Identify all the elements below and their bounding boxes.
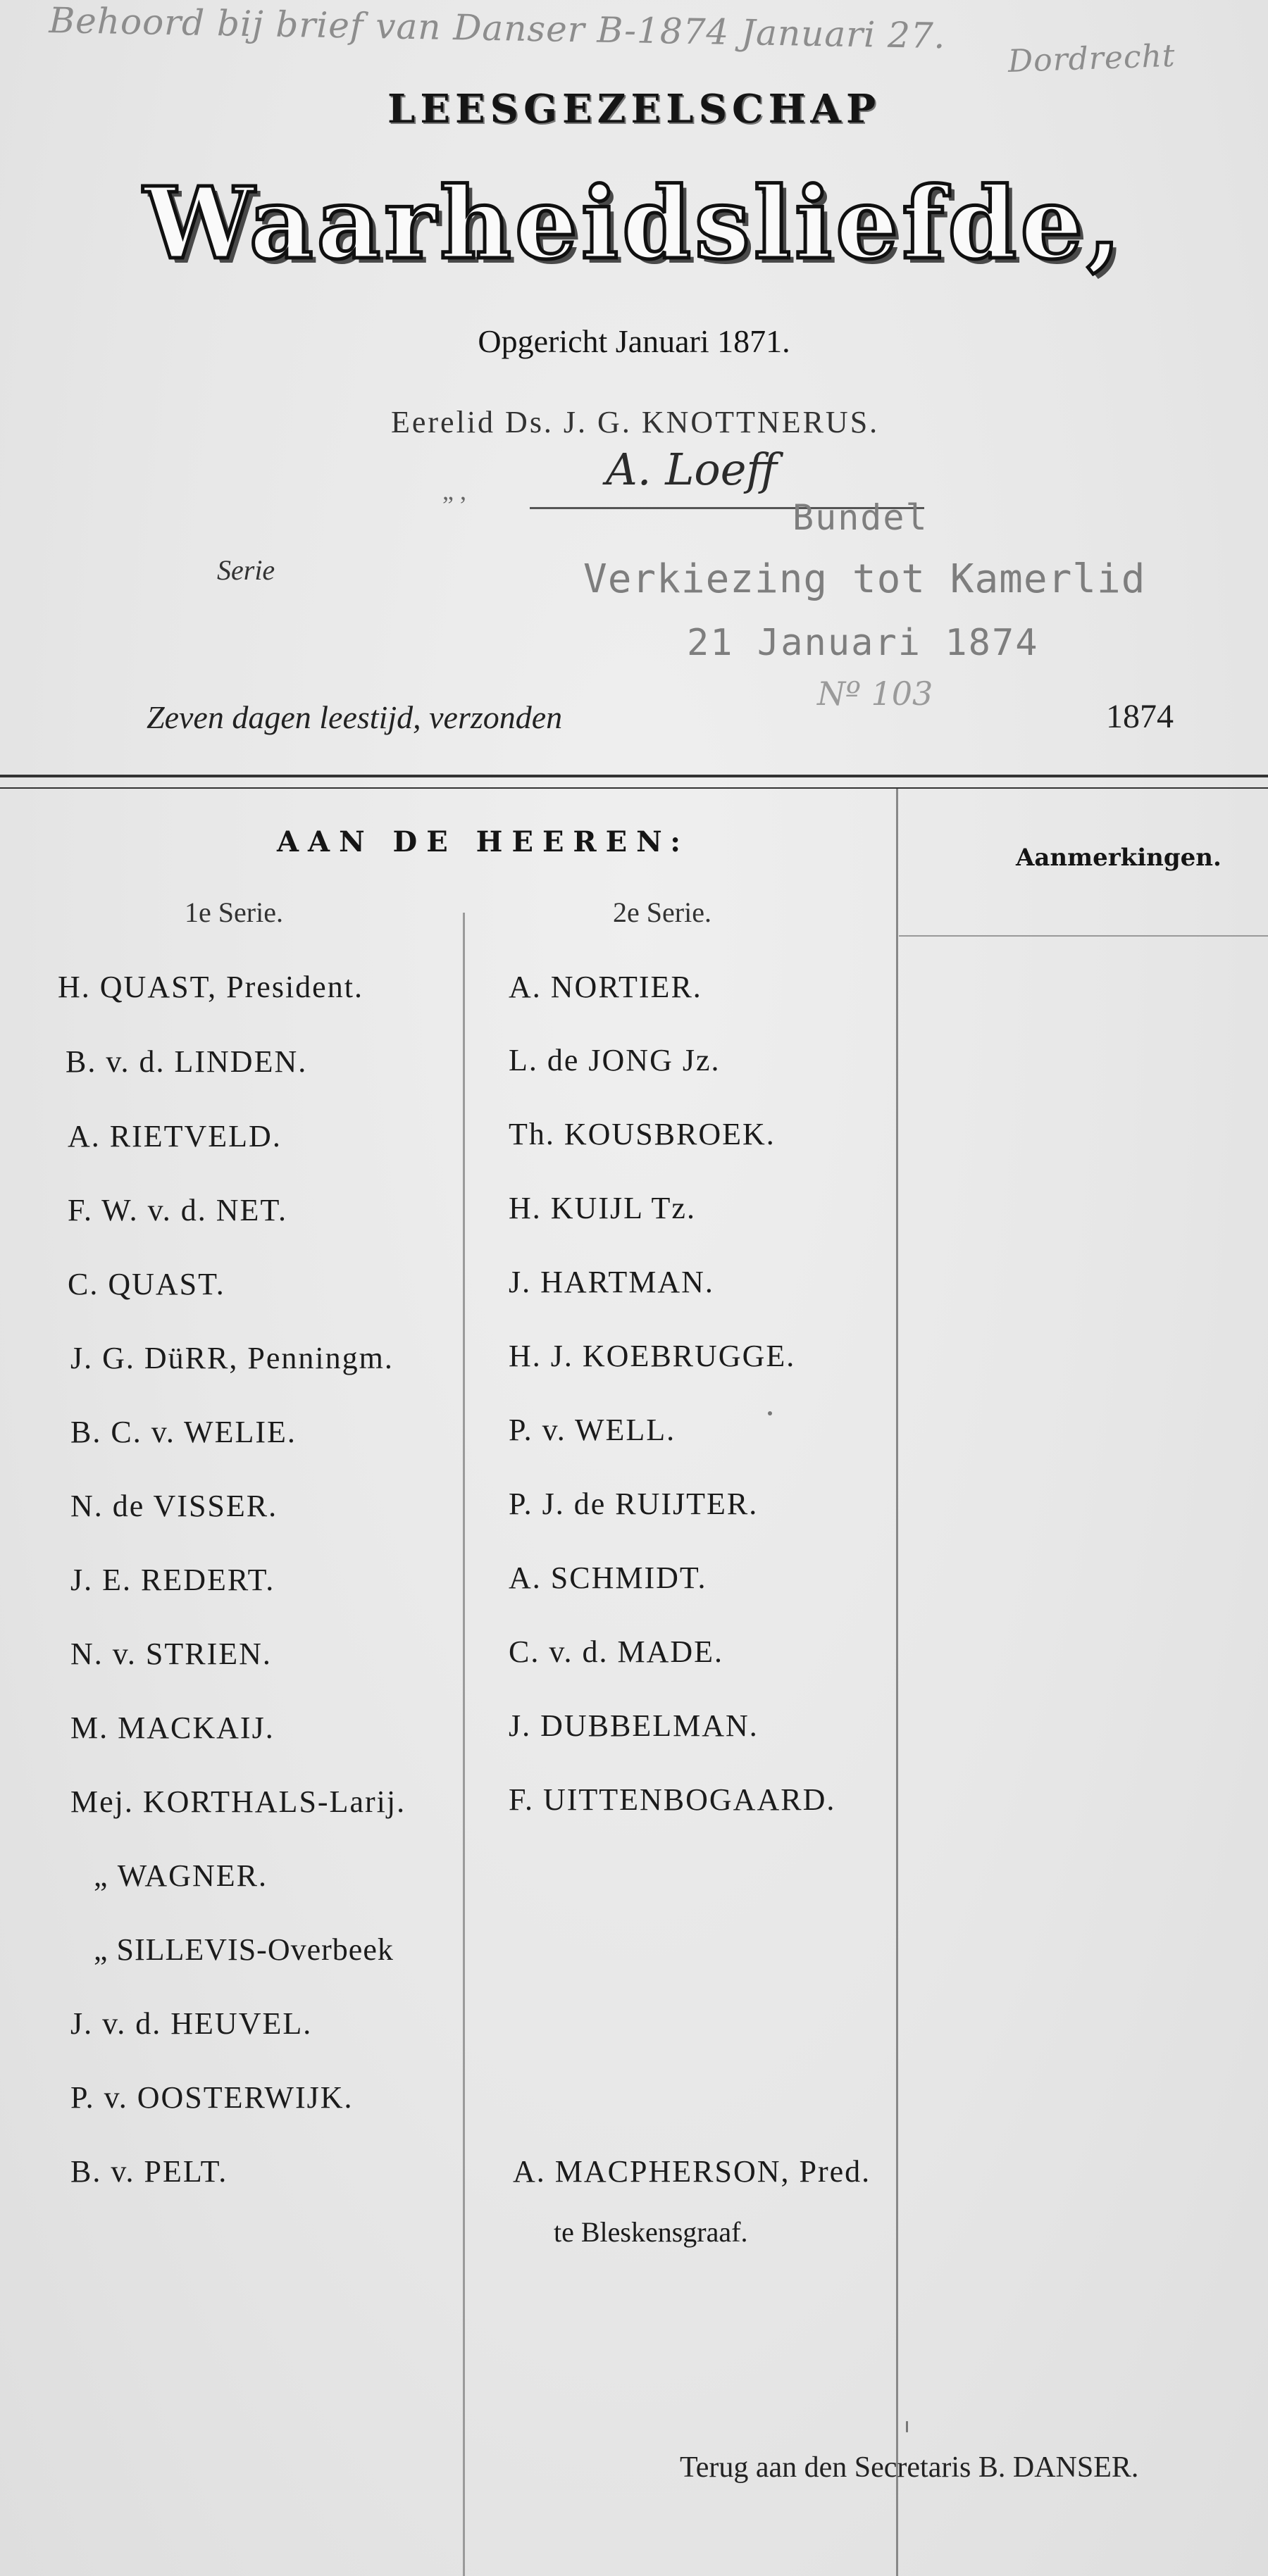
series-column-divider bbox=[463, 913, 465, 2576]
year-label: 1874 bbox=[1106, 698, 1174, 735]
stamp-election-date: 21 Januari 1874 bbox=[687, 622, 1039, 664]
series-2-member: L. de JONG Jz. bbox=[509, 1043, 721, 1077]
series-2-member: J. HARTMAN. bbox=[509, 1265, 714, 1299]
remarks-column-divider bbox=[896, 789, 898, 2576]
series-1-member: B. v. PELT. bbox=[70, 2154, 228, 2189]
reading-time-line: Zeven dagen leestijd, verzonden bbox=[147, 699, 563, 735]
series-2-member: H. KUIJL Tz. bbox=[509, 1191, 696, 1225]
series-2-extra-member: A. MACPHERSON, Pred. bbox=[513, 2154, 871, 2189]
series-2-member: A. NORTIER. bbox=[509, 970, 702, 1004]
series-1-member: C. QUAST. bbox=[68, 1267, 225, 1301]
handwritten-archive-note: Behoord bij brief van Danser B-1874 Januari 27. bbox=[48, 0, 947, 57]
series-1-member: „ SILLEVIS-Overbeek bbox=[94, 1932, 394, 1967]
series-1-member: J. E. REDERT. bbox=[70, 1563, 275, 1597]
series-1-member: N. de VISSER. bbox=[70, 1489, 278, 1523]
ink-speck bbox=[768, 1411, 772, 1415]
series-1-member: A. RIETVELD. bbox=[68, 1119, 282, 1153]
series-1-member: J. G. DüRR, Penningm. bbox=[70, 1341, 394, 1375]
remarks-heading: Aanmerkingen. bbox=[1016, 844, 1222, 872]
series-2-member: P. J. de RUIJTER. bbox=[509, 1487, 759, 1521]
return-to-secretary: Terug aan den Secretaris B. DANSER. bbox=[680, 2451, 1139, 2484]
honorary-member-line: Eerelid Ds. J. G. KNOTTNERUS. bbox=[391, 405, 880, 439]
stamp-bundel: Bundel bbox=[792, 497, 928, 538]
series-1-member: H. QUAST, President. bbox=[58, 970, 363, 1004]
series-2-extra-member-place: te Bleskensgraaf. bbox=[554, 2216, 748, 2248]
series-1-member: B. v. d. LINDEN. bbox=[66, 1044, 308, 1079]
series-2-heading: 2e Serie. bbox=[613, 896, 711, 928]
header-rule-top bbox=[0, 775, 1268, 777]
handwritten-number: Nº 103 bbox=[817, 675, 933, 713]
stamp-election-title: Verkiezing tot Kamerlid bbox=[583, 556, 1146, 602]
honorary-ditto-mark: „ , bbox=[442, 477, 466, 505]
addressees-heading: AAN DE HEEREN: bbox=[277, 825, 690, 858]
series-2-member: H. J. KOEBRUGGE. bbox=[509, 1339, 796, 1373]
society-name: LEESGEZELSCHAP bbox=[387, 86, 881, 132]
series-1-member: M. MACKAIJ. bbox=[70, 1711, 275, 1745]
founded-line: Opgericht Januari 1871. bbox=[478, 323, 790, 359]
series-1-member: P. v. OOSTERWIJK. bbox=[70, 2080, 354, 2115]
remarks-header-rule bbox=[899, 935, 1268, 937]
series-1-heading: 1e Serie. bbox=[185, 896, 283, 928]
ink-speck bbox=[906, 2421, 908, 2432]
serie-label: Serie bbox=[217, 554, 275, 586]
header-rule-bottom bbox=[0, 787, 1268, 789]
series-1-member: Mej. KORTHALS-Larij. bbox=[70, 1784, 406, 1819]
series-1-member: B. C. v. WELIE. bbox=[70, 1415, 297, 1449]
series-1-member: „ WAGNER. bbox=[94, 1858, 268, 1893]
handwritten-archive-note-place: Dordrecht bbox=[1007, 37, 1176, 80]
honorary-member-signature: A. Loeff bbox=[606, 444, 778, 495]
series-2-member: P. v. WELL. bbox=[509, 1413, 676, 1447]
series-1-member: F. W. v. d. NET. bbox=[68, 1193, 288, 1227]
series-2-member: J. DUBBELMAN. bbox=[509, 1708, 759, 1743]
series-2-member: C. v. d. MADE. bbox=[509, 1634, 724, 1669]
masthead-title: Waarheidsliefde, bbox=[143, 166, 1125, 282]
series-2-member: A. SCHMIDT. bbox=[509, 1561, 707, 1595]
series-2-member: F. UITTENBOGAARD. bbox=[509, 1782, 836, 1817]
series-2-member: Th. KOUSBROEK. bbox=[509, 1117, 776, 1151]
series-1-member: N. v. STRIEN. bbox=[70, 1637, 272, 1671]
series-1-member: J. v. d. HEUVEL. bbox=[70, 2006, 313, 2041]
